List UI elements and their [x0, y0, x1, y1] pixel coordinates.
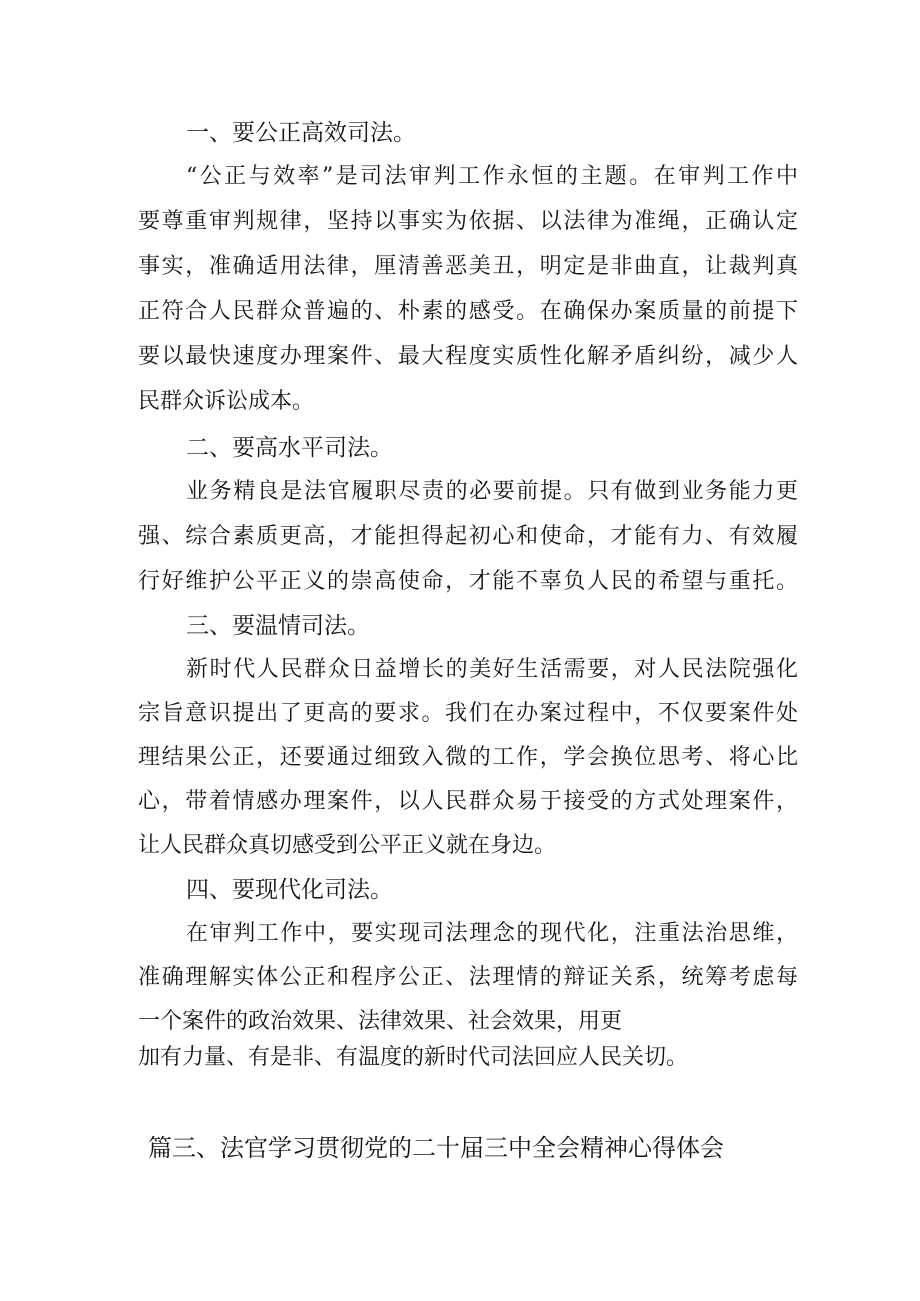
- paragraph-line: 强、综合素质更高，才能担得起初心和使命，才能有力、有效履: [138, 524, 798, 549]
- paragraph-line: 业务精良是法官履职尽责的必要前提。只有做到业务能力更: [186, 479, 798, 504]
- paragraph-line: 加有力量、有是非、有温度的新时代司法回应人民关切。: [138, 1045, 689, 1070]
- section-heading-2: 二、要高水平司法。: [186, 435, 393, 461]
- paragraph-line: 正符合人民群众普遍的、朴素的感受。在确保办案质量的前提下: [138, 299, 798, 324]
- paragraph-line: 新时代人民群众日益增长的美好生活需要，对人民法院强化: [186, 657, 798, 682]
- paragraph-line: 行好维护公平正义的崇高使命，才能不辜负人民的希望与重托。: [138, 569, 798, 594]
- paragraph-line: 民群众诉讼成本。: [138, 389, 315, 414]
- paragraph-line: 宗旨意识提出了更高的要求。我们在办案过程中，不仅要案件处: [138, 701, 798, 726]
- paragraph-line: 一个案件的政治效果、法律效果、社会效果，用更: [138, 1009, 623, 1034]
- paragraph-line: 准确理解实体公正和程序公正、法理情的辩证关系，统筹考虑每: [138, 965, 798, 990]
- paragraph-line: 让人民群众真切感受到公平正义就在身边。: [138, 833, 557, 858]
- section-heading-4: 四、要现代化司法。: [186, 877, 393, 903]
- section-heading-3: 三、要温情司法。: [186, 613, 370, 639]
- section-heading-1: 一、要公正高效司法。: [186, 120, 416, 146]
- paragraph-line: 理结果公正，还要通过细致入微的工作，学会换位思考、将心比: [138, 745, 798, 770]
- paragraph-line: 事实，准确适用法律，厘清善恶美丑，明定是非曲直，让裁判真: [138, 254, 798, 279]
- next-article-title: 篇三、法官学习贯彻党的二十届三中全会精神心得体会: [148, 1134, 724, 1162]
- paragraph-line: 心，带着情感办理案件，以人民群众易于接受的方式处理案件，: [138, 789, 798, 814]
- paragraph-line: 要以最快速度办理案件、最大程度实质性化解矛盾纠纷，减少人: [138, 344, 798, 369]
- paragraph-line: 在审判工作中，要实现司法理念的现代化，注重法治思维，: [186, 921, 798, 946]
- paragraph-line: “公正与效率”是司法审判工作永恒的主题。在审判工作中: [186, 164, 798, 189]
- paragraph-line: 要尊重审判规律，坚持以事实为依据、以法律为准绳，正确认定: [138, 209, 798, 234]
